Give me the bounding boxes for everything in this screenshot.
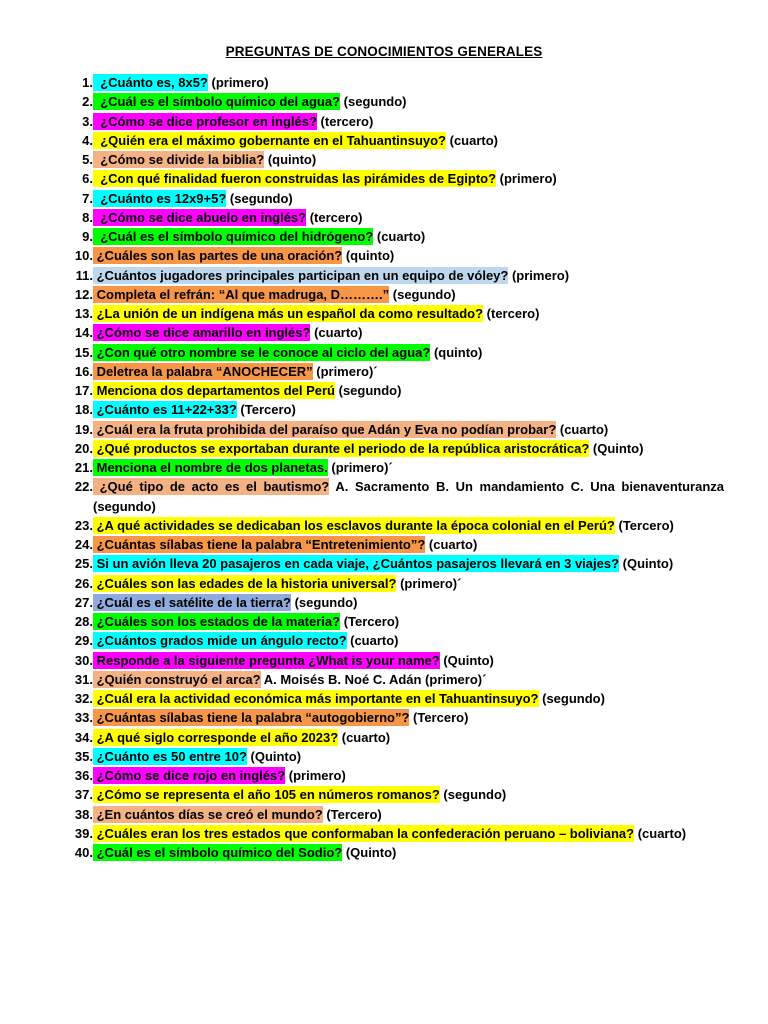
question-item (56, 593, 724, 612)
question-level: (cuarto) (446, 132, 498, 148)
question-level: (primero) (496, 171, 557, 187)
question-level: (Quinto) (246, 748, 302, 764)
question-level: (segundo) (226, 190, 293, 206)
question-level: (Quinto) (619, 556, 674, 572)
question-number: 18. (74, 402, 93, 418)
question-item (56, 535, 724, 554)
question-text: ¿Cuáles son las partes de una oración? (93, 248, 343, 264)
question-number: 4. (82, 132, 93, 148)
question-content (93, 362, 724, 381)
question-number: 24. (74, 537, 93, 552)
question-text: ¿Cuánto es 11+22+33? (93, 402, 237, 418)
question-text: Menciona el nombre de dos planetas. (93, 460, 328, 475)
question-content (93, 92, 724, 111)
question-content (93, 112, 724, 131)
question-content (93, 208, 724, 227)
question-text: ¿A qué actividades se dedicaban los esclavos durante la época colonial en el Perú? (93, 517, 615, 533)
question-level: (Quinto) (342, 845, 397, 860)
question-text: ¿Cuántas sílabas tiene la palabra “autogobierno”? (93, 710, 410, 726)
question-level: (primero)´ (327, 460, 393, 475)
question-number: 37. (74, 787, 93, 803)
question-item (56, 92, 724, 111)
question-level: (cuarto) (556, 421, 609, 437)
question-number: 3. (82, 113, 93, 129)
question-item (56, 227, 724, 246)
question-level: (Tercero) (409, 710, 469, 726)
question-content (93, 843, 724, 862)
question-level: (segundo) (439, 787, 507, 803)
question-level: (tercero) (306, 209, 363, 225)
question-number: 12. (74, 286, 93, 302)
question-number: 2. (82, 94, 93, 110)
question-number: 7. (82, 190, 93, 206)
question-text: ¿Cómo se dice rojo en inglés? (93, 768, 286, 783)
question-number: 17. (74, 383, 93, 398)
question-text: ¿Quién era el máximo gobernante en el Tahuantinsuyo? (93, 132, 446, 148)
question-item (56, 631, 724, 650)
question-level: (Tercero) (614, 517, 674, 533)
question-number: 39. (74, 825, 93, 841)
question-text: ¿Con qué otro nombre se le conoce al ciclo del agua? (93, 344, 431, 360)
question-number: 19. (74, 421, 93, 437)
question-number: 23. (74, 517, 93, 533)
question-item (56, 516, 724, 535)
question-item (56, 304, 724, 323)
question-content (93, 420, 724, 439)
question-content (93, 246, 724, 265)
question-number: 40. (74, 845, 93, 860)
question-text: ¿Qué tipo de acto es el bautismo? (93, 479, 330, 495)
question-content (93, 381, 724, 400)
question-level: (cuarto) (634, 825, 687, 841)
question-text: ¿Cómo se divide la biblia? (93, 152, 265, 167)
question-content (93, 766, 724, 785)
question-text: ¿Cómo se representa el año 105 en números romanos? (93, 787, 440, 803)
question-level: (cuarto) (346, 633, 399, 649)
question-level: A. Sacramento B. Un mandamiento C. Una bienaventuranza (segundo) (93, 479, 724, 514)
question-item (56, 112, 724, 131)
question-level: (tercero) (483, 306, 540, 321)
question-content (93, 458, 724, 477)
question-content (93, 670, 724, 689)
question-number: 33. (74, 710, 93, 726)
question-item (56, 189, 724, 208)
question-item (56, 362, 724, 381)
question-level: (cuarto) (338, 729, 391, 745)
question-level: (segundo) (335, 383, 402, 398)
question-text: ¿Cuál es el símbolo químico del hidrógeno? (93, 229, 374, 244)
question-text: ¿Con qué finalidad fueron construidas las pirámides de Egipto? (93, 171, 497, 187)
question-text: Completa el refrán: “Al que madruga, D……….” (93, 286, 390, 302)
question-item (56, 246, 724, 265)
question-level: (tercero) (316, 113, 374, 129)
question-level: (quinto) (430, 344, 483, 360)
question-number: 32. (74, 691, 93, 706)
question-item (56, 708, 724, 727)
question-item (56, 285, 724, 304)
question-number: 27. (74, 594, 93, 610)
question-level: A. Moisés B. Noé C. Adán (primero)´ (260, 671, 487, 687)
question-text: ¿La unión de un indígena más un español da como resultado? (93, 306, 484, 321)
question-item (56, 766, 724, 785)
question-number: 13. (74, 306, 93, 321)
question-number: 30. (74, 652, 93, 668)
question-number: 35. (74, 748, 93, 764)
question-item (56, 824, 724, 843)
question-content (93, 477, 724, 516)
question-content (93, 73, 724, 92)
question-text: ¿Cuál era la actividad económica más importante en el Tahuantinsuyo? (93, 691, 539, 706)
question-content (93, 708, 724, 727)
question-number: 25. (74, 556, 93, 572)
question-list (56, 73, 724, 862)
question-number: 26. (74, 575, 93, 591)
question-content (93, 227, 724, 246)
question-content (93, 323, 724, 342)
question-content (93, 150, 724, 169)
question-item (56, 843, 724, 862)
question-item (56, 400, 724, 419)
question-content (93, 266, 724, 285)
question-content (93, 631, 724, 650)
question-text: ¿Cuál es el símbolo químico del agua? (93, 94, 341, 110)
question-level: (primero) (508, 267, 570, 283)
question-item (56, 612, 724, 631)
question-item (56, 323, 724, 342)
question-number: 1. (82, 75, 93, 90)
question-content (93, 516, 724, 535)
question-item (56, 574, 724, 593)
question-number: 11. (75, 267, 93, 283)
question-content (93, 554, 724, 573)
question-text: ¿Cuál es el satélite de la tierra? (93, 594, 291, 610)
question-content (93, 651, 724, 670)
question-content (93, 593, 724, 612)
question-item (56, 689, 724, 708)
question-item (56, 208, 724, 227)
question-level: (Tercero) (340, 614, 400, 629)
question-text: ¿Cuál era la fruta prohibida del paraíso que Adán y Eva no podían probar? (93, 421, 557, 437)
page-title: PREGUNTAS DE CONOCIMIENTOS GENERALES (225, 44, 543, 59)
question-content (93, 400, 724, 419)
question-number: 22. (74, 479, 93, 495)
question-number: 21. (74, 460, 93, 475)
question-number: 34. (74, 729, 93, 745)
question-text: ¿Cuáles eran los tres estados que conformaban la confederación peruano – boliviana? (93, 825, 635, 841)
question-item (56, 131, 724, 150)
question-text: Deletrea la palabra “ANOCHECER” (93, 363, 313, 379)
question-item (56, 458, 724, 477)
question-level: (Tercero) (322, 806, 382, 822)
question-number: 5. (82, 152, 93, 167)
question-text: ¿Cómo se dice abuelo en inglés? (93, 209, 307, 225)
question-item (56, 420, 724, 439)
question-text: ¿Cuáles son las edades de la historia universal? (93, 575, 397, 591)
question-text: ¿Cuáles son los estados de la materia? (93, 614, 341, 629)
question-item (56, 651, 724, 670)
question-level: (primero)´ (312, 363, 378, 379)
question-item (56, 728, 724, 747)
question-item (56, 150, 724, 169)
question-number: 29. (74, 633, 93, 649)
question-number: 16. (74, 363, 93, 379)
question-content (93, 574, 724, 593)
question-text: ¿Cuántos grados mide un ángulo recto? (93, 633, 347, 649)
question-level: (segundo) (340, 94, 407, 110)
question-level: (primero)´ (396, 575, 462, 591)
question-item (56, 554, 724, 573)
question-level: (Tercero) (236, 402, 296, 418)
question-level: (segundo) (389, 286, 456, 302)
question-text: ¿Cuánto es, 8x5? (93, 75, 208, 90)
question-content (93, 439, 724, 458)
question-level: (Quinto) (589, 440, 644, 456)
question-level: (segundo) (290, 594, 358, 610)
question-content (93, 612, 724, 631)
question-text: ¿Cuántos jugadores principales participan en un equipo de vóley? (93, 267, 509, 283)
question-number: 31. (74, 671, 93, 687)
question-text: ¿Cómo se dice amarillo en inglés? (93, 325, 311, 341)
question-level: (Quinto) (439, 652, 494, 668)
question-content (93, 131, 724, 150)
question-item (56, 805, 724, 824)
question-number: 28. (74, 614, 93, 629)
question-content (93, 535, 724, 554)
question-content (93, 785, 724, 804)
question-number: 8. (82, 209, 93, 225)
question-text: ¿Cuántas sílabas tiene la palabra “Entretenimiento”? (93, 537, 426, 552)
question-text: ¿En cuántos días se creó el mundo? (93, 806, 323, 822)
question-number: 36. (74, 768, 93, 783)
question-item (56, 73, 724, 92)
question-text: Responde a la siguiente pregunta ¿What is your name? (93, 652, 440, 668)
question-item (56, 670, 724, 689)
question-text: ¿A qué siglo corresponde el año 2023? (93, 729, 339, 745)
question-content (93, 805, 724, 824)
question-content (93, 304, 724, 323)
question-number: 14. (74, 325, 93, 341)
question-content (93, 824, 724, 843)
question-content (93, 169, 724, 188)
question-text: ¿Quién construyó el arca? (93, 671, 261, 687)
question-text: ¿Cuánto es 50 entre 10? (93, 748, 247, 764)
question-level: (segundo) (538, 691, 605, 706)
question-item (56, 439, 724, 458)
question-level: (primero) (207, 75, 269, 90)
question-level: (cuarto) (373, 229, 426, 244)
question-text: Si un avión lleva 20 pasajeros en cada viaje, ¿Cuántos pasajeros llevará en 3 viajes? (93, 556, 620, 572)
question-content (93, 728, 724, 747)
question-number: 38. (74, 806, 93, 822)
question-content (93, 689, 724, 708)
question-number: 15. (74, 344, 93, 360)
question-item (56, 266, 724, 285)
question-content (93, 343, 724, 362)
question-level: (quinto) (264, 152, 317, 167)
question-item (56, 169, 724, 188)
question-item (56, 381, 724, 400)
question-number: 20. (74, 440, 93, 456)
question-text: ¿Qué productos se exportaban durante el periodo de la república aristocrática? (93, 440, 590, 456)
question-number: 6. (82, 171, 93, 187)
question-text: Menciona dos departamentos del Perú (93, 383, 335, 398)
question-level: (cuarto) (425, 537, 478, 552)
question-text: ¿Cuál es el símbolo químico del Sodio? (93, 845, 343, 860)
question-content (93, 285, 724, 304)
question-content (93, 189, 724, 208)
question-number: 9. (82, 229, 93, 244)
question-level: (cuarto) (310, 325, 363, 341)
question-item (56, 477, 724, 516)
question-item (56, 747, 724, 766)
question-item (56, 785, 724, 804)
question-text: ¿Cómo se dice profesor en inglés? (93, 113, 317, 129)
question-level: (quinto) (342, 248, 395, 264)
question-number: 10. (74, 248, 93, 264)
question-text: ¿Cuánto es 12x9+5? (93, 190, 227, 206)
question-content (93, 747, 724, 766)
question-item (56, 343, 724, 362)
question-level: (primero) (285, 768, 346, 783)
